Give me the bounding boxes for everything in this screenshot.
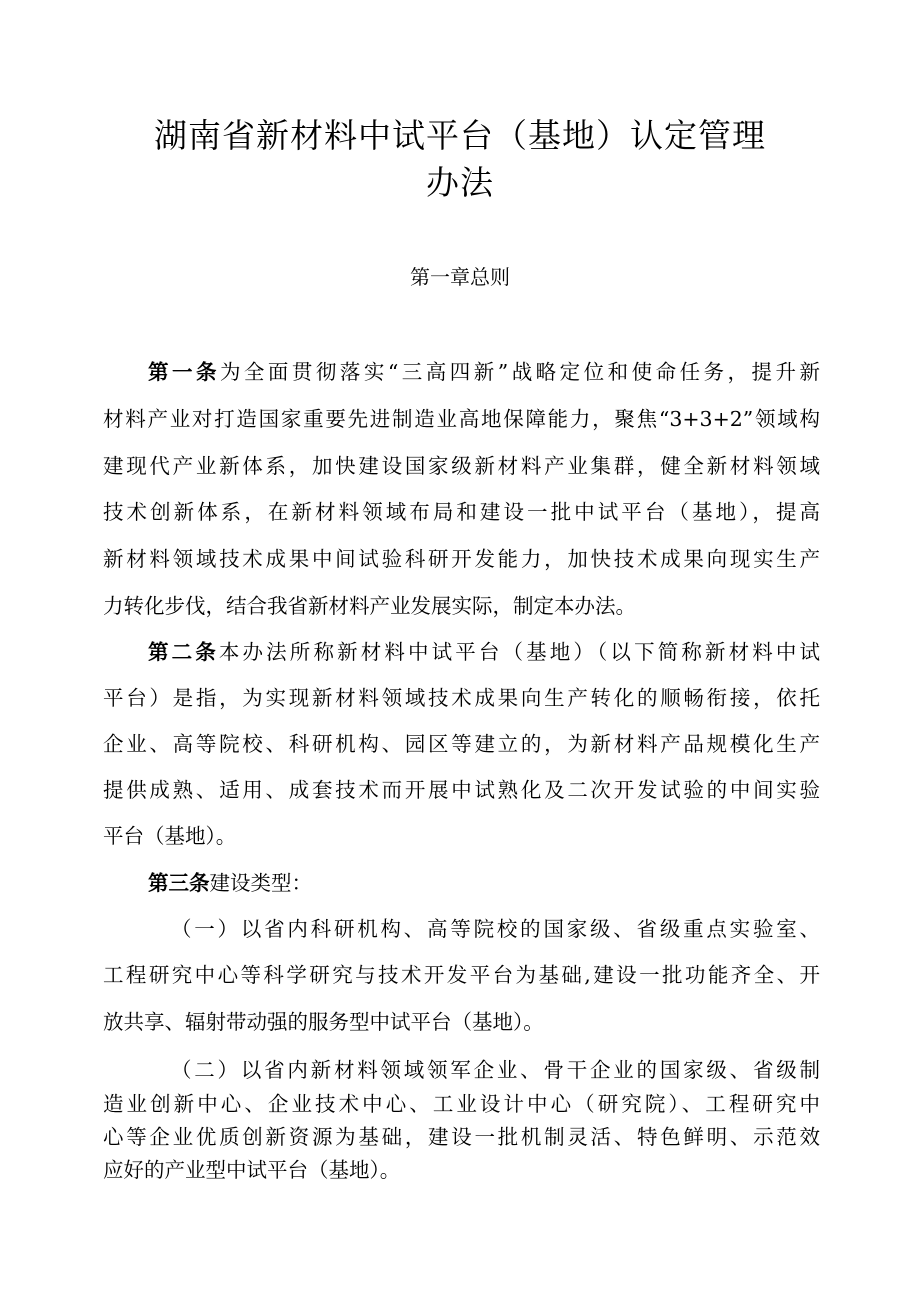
article-1-text: 为全面贯彻落实“三高四新”战略定位和使命任务，提升新 xyxy=(219,360,820,384)
article-2-line-5: 平台（基地）。 xyxy=(103,824,237,848)
article-1-line-5: 新材料领域技术成果中间试验科研开发能力，加快技术成果向现实生产 xyxy=(103,547,820,571)
article-2-line-2: 平台）是指，为实现新材料领域技术成果向生产转化的顺畅衔接，依托 xyxy=(103,686,820,710)
document-title-line-2: 办法 xyxy=(426,163,494,202)
article-1-line-1 xyxy=(148,357,820,387)
article-2-line-4: 提供成熟、适用、成套技术而开展中试熟化及二次开发试验的中间实验 xyxy=(103,778,820,802)
article-3-intro: 建设类型： xyxy=(209,871,312,895)
article-1-label: 第一条 xyxy=(148,360,220,384)
article-1-line-4: 技术创新体系，在新材料领域布局和建设一批中试平台（基地），提高 xyxy=(103,500,820,524)
article-2-line-3: 企业、高等院校、科研机构、园区等建立的，为新材料产品规模化生产 xyxy=(103,732,820,756)
article-2-line-1 xyxy=(148,637,820,667)
article-1-line-6: 力转化步伐，结合我省新材料产业发展实际，制定本办法。 xyxy=(103,594,636,618)
article-2-label: 第二条 xyxy=(148,640,219,664)
article-3-item-2-line-4: 应好的产业型中试平台（基地）。 xyxy=(103,1158,401,1182)
article-1-line-3: 建现代产业新体系，加快建设国家级新材料产业集群，健全新材料领域 xyxy=(103,454,820,478)
article-3-item-1-line-2: 工程研究中心等科学研究与技术开发平台为基础,建设一批功能齐全、开 xyxy=(103,963,820,987)
article-1-line-2: 材料产业对打造国家重要先进制造业高地保障能力，聚焦“3+3+2”领域构 xyxy=(103,407,820,431)
article-2-text: 本办法所称新材料中试平台（基地）（以下简称新材料中试 xyxy=(218,640,821,664)
article-3-item-2-line-3: 心等企业优质创新资源为基础，建设一批机制灵活、特色鲜明、示范效 xyxy=(103,1125,820,1149)
article-3-item-1-line-3: 放共享、辐射带动强的服务型中试平台（基地）。 xyxy=(103,1010,544,1034)
document-title-line-1: 湖南省新材料中试平台（基地）认定管理 xyxy=(154,116,766,155)
article-3-line-1 xyxy=(148,868,820,898)
chapter-heading: 第一章总则 xyxy=(410,265,510,289)
article-3-label: 第三条 xyxy=(148,871,210,895)
article-3-item-2-line-1: （二）以省内新材料领域领军企业、骨干企业的国家级、省级制 xyxy=(171,1058,820,1082)
article-3-item-1-line-1: （一）以省内科研机构、高等院校的国家级、省级重点实验室、 xyxy=(171,917,820,941)
article-3-item-2-line-2: 造业创新中心、企业技术中心、工业设计中心（研究院）、工程研究中 xyxy=(103,1092,820,1116)
